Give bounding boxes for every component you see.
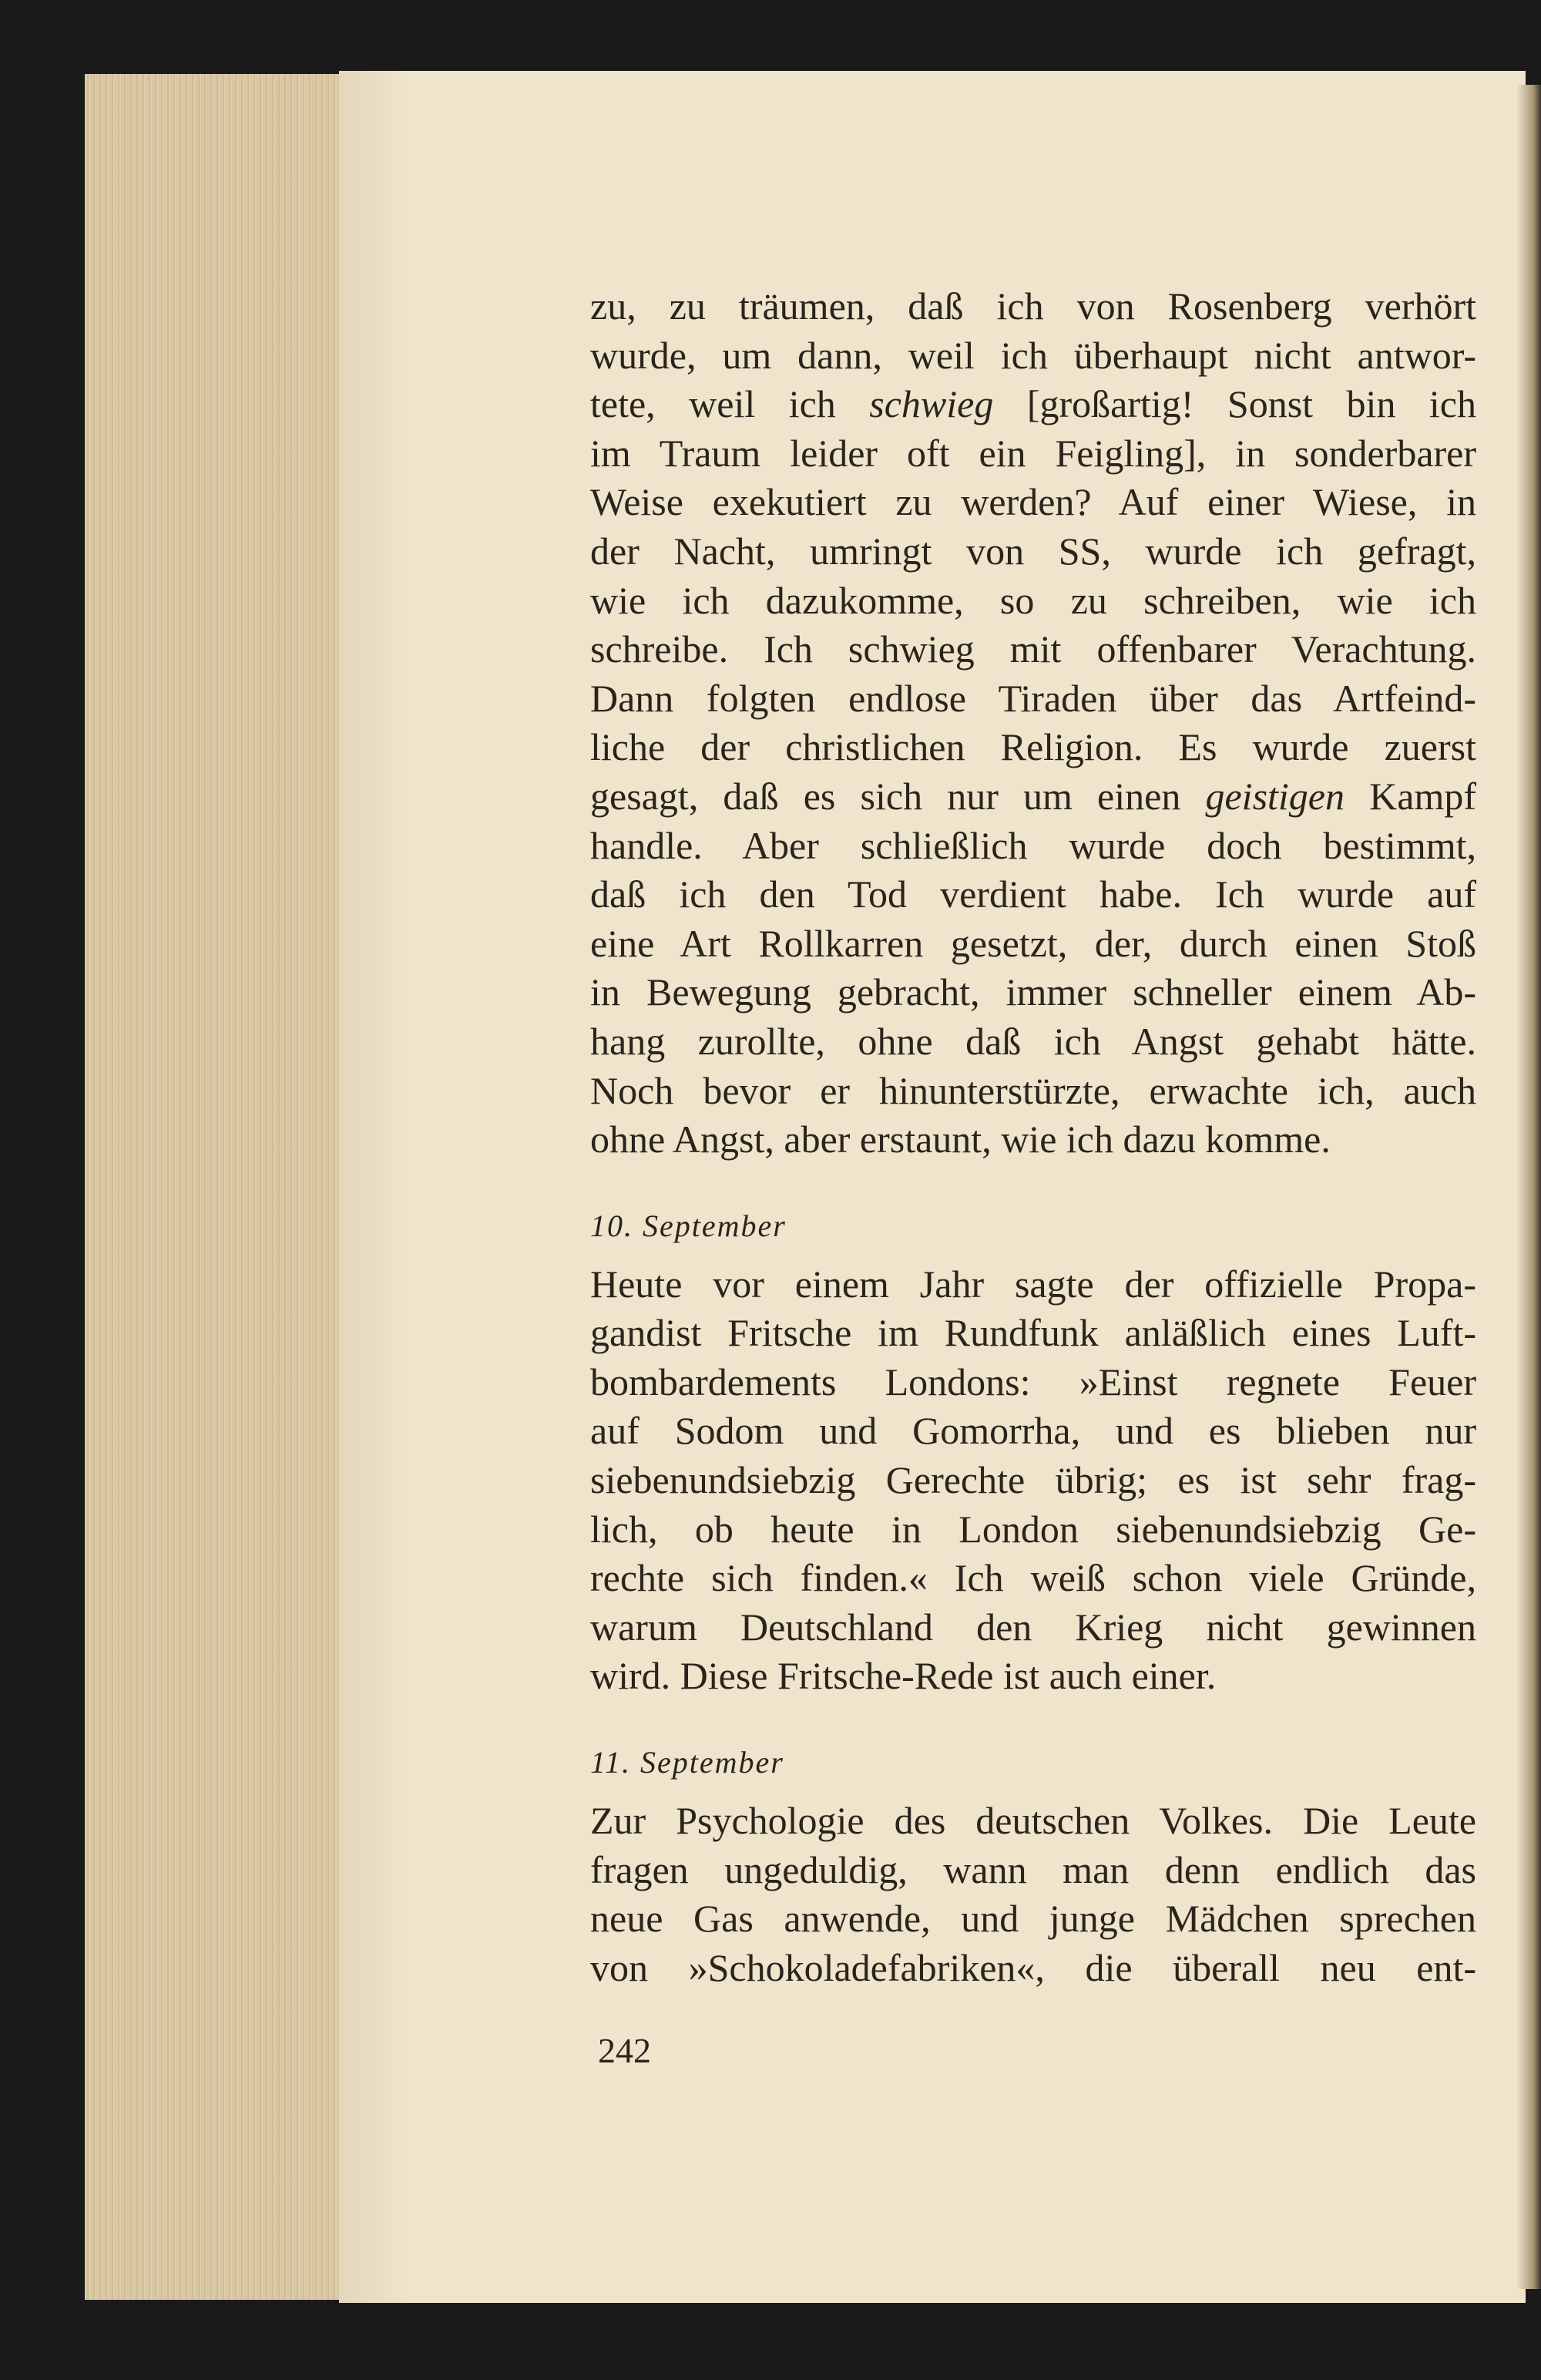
emphasis: schwieg [869, 382, 994, 426]
text-line: liche der christlichen Religion. Es wurde zuerst [590, 725, 1476, 769]
text-line: siebenundsiebzig Gerechte übrig; es ist sehr frag- [590, 1458, 1476, 1502]
text-line: warum Deutschland den Krieg nicht gewinnen [590, 1605, 1476, 1649]
entry-paragraph [590, 1797, 1476, 1992]
text-line: neue Gas anwende, und junge Mädchen sprechen [590, 1897, 1476, 1941]
page-edge-stack [85, 74, 341, 2300]
text-line: Noch bevor er hinunterstürzte, erwachte ich, auch [590, 1068, 1476, 1112]
page-text [590, 282, 1476, 1992]
entry-date: 11. September [590, 1745, 784, 1780]
text-line: im Traum leider oft ein Feigling], in sonderbarer [590, 431, 1476, 475]
entry-paragraph [590, 282, 1476, 1165]
text-line: lich, ob heute in London siebenundsiebzig Ge- [590, 1507, 1476, 1551]
text-line: gesagt, daß es sich nur um einen geistigen Kampf [590, 774, 1477, 818]
text-line: Dann folgten endlose Tiraden über das Artfeind- [590, 676, 1476, 720]
text-line: zu, zu träumen, daß ich von Rosenberg verhört [590, 284, 1476, 328]
text-line: Weise exekutiert zu werden? Auf einer Wiese, in [590, 480, 1476, 524]
gutter-shadow [1516, 85, 1541, 2289]
text-line: Heute vor einem Jahr sagte der offizielle Propa- [590, 1262, 1476, 1306]
text-line: von »Schokoladefabriken«, die überall neu ent- [590, 1945, 1476, 1989]
text-line: wird. Diese Fritsche-Rede ist auch einer. [590, 1654, 1217, 1698]
text-line: auf Sodom und Gomorrha, und es blieben nur [590, 1409, 1476, 1453]
text-line: in Bewegung gebracht, immer schneller einem Ab- [590, 970, 1476, 1014]
text-line: daß ich den Tod verdient habe. Ich wurde auf [590, 872, 1476, 916]
entry-paragraph [590, 1260, 1476, 1701]
text-line: gandist Fritsche im Rundfunk anläßlich eines Luft- [590, 1311, 1476, 1355]
text-line: Zur Psychologie des deutschen Volkes. Die Leute [590, 1799, 1476, 1843]
emphasis: geistigen [1205, 774, 1345, 818]
text-line: tete, weil ich schwieg [großartig! Sonst bin ich [590, 382, 1477, 426]
text-line: wie ich dazukomme, so zu schreiben, wie ich [590, 578, 1476, 622]
text-line: der Nacht, umringt von SS, wurde ich gefragt, [590, 529, 1476, 573]
text-line: ohne Angst, aber erstaunt, wie ich dazu komme. [590, 1118, 1331, 1161]
text-line: schreibe. Ich schwieg mit offenbarer Verachtung. [590, 627, 1476, 671]
text-line: bombardements Londons: »Einst regnete Feuer [590, 1360, 1476, 1403]
page-number: 242 [598, 2031, 651, 2070]
text-line: wurde, um dann, weil ich überhaupt nicht antwor- [590, 333, 1476, 377]
text-line: handle. Aber schließlich wurde doch bestimmt, [590, 823, 1476, 867]
text-line: fragen ungeduldig, wann man denn endlich das [590, 1847, 1476, 1891]
entry-date: 10. September [590, 1208, 787, 1243]
text-line: rechte sich finden.« Ich weiß schon viele Gründe, [590, 1556, 1476, 1600]
text-line: eine Art Rollkarren gesetzt, der, durch einen Stoß [590, 921, 1476, 965]
text-line: hang zurollte, ohne daß ich Angst gehabt hätte. [590, 1019, 1476, 1063]
